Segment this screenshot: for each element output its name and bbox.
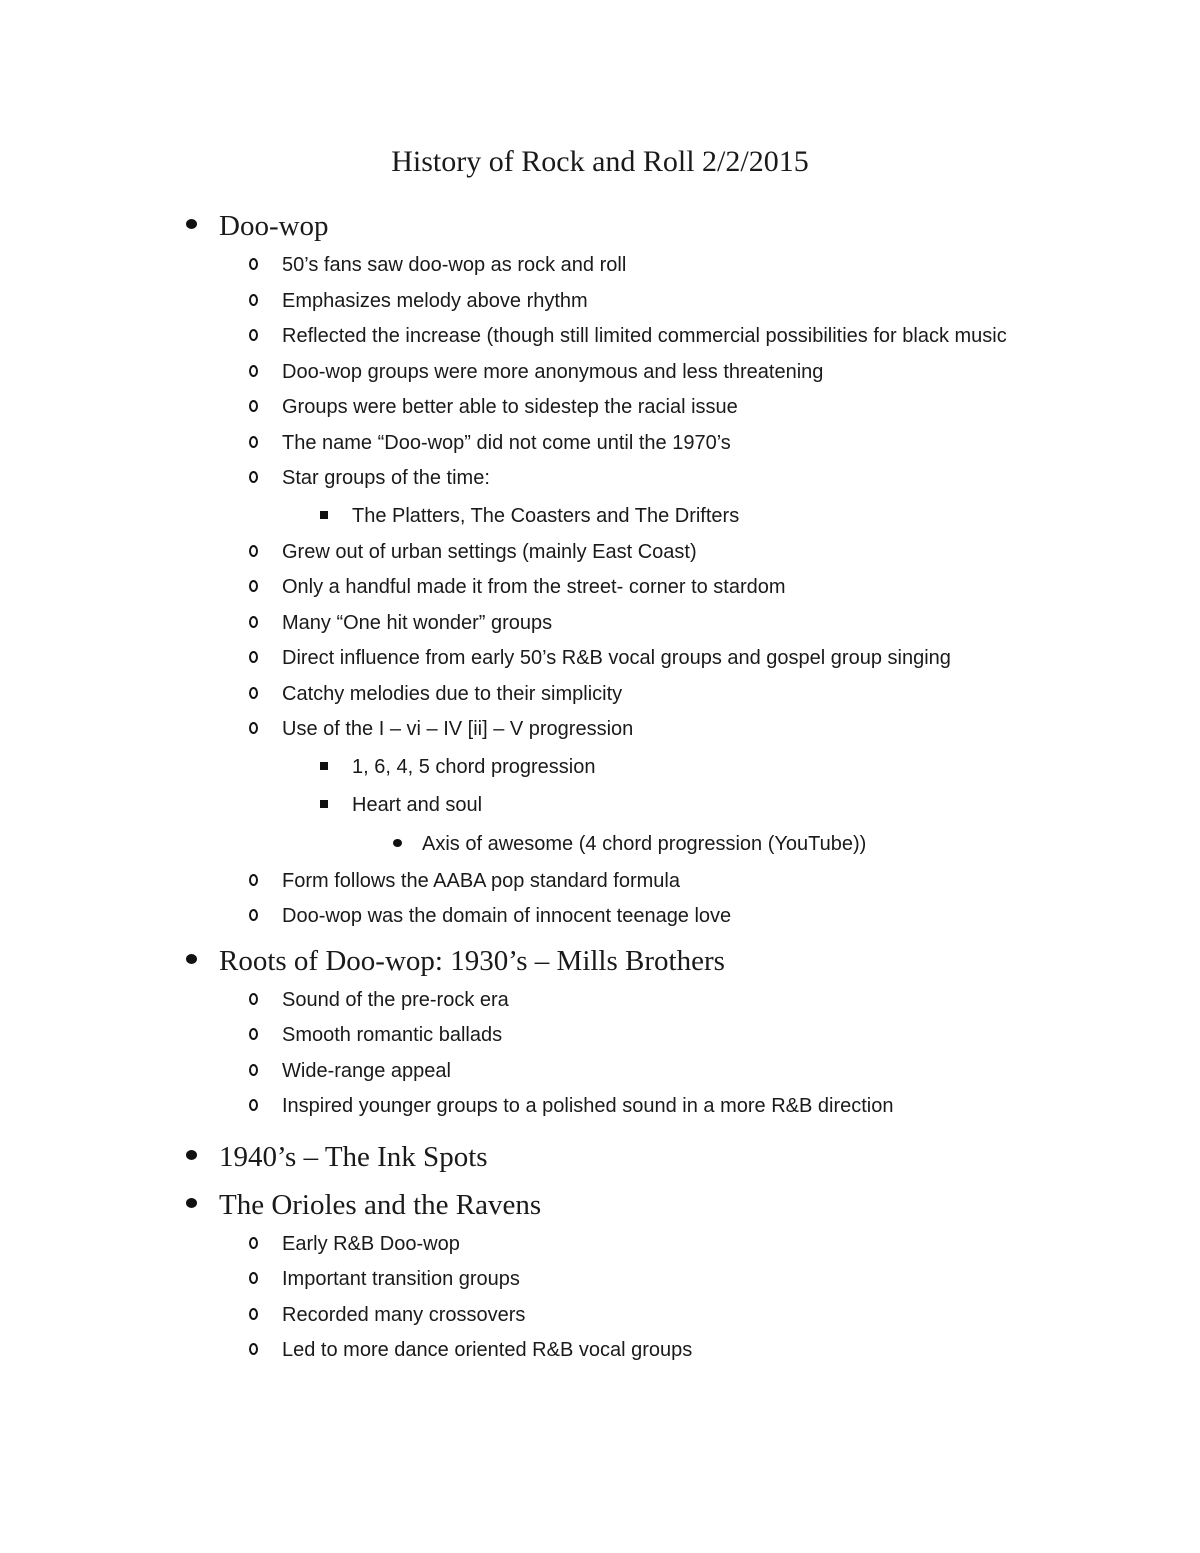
- sub-list-item-text: The Platters, The Coasters and The Drifters: [352, 504, 740, 527]
- list-item-text: 50’s fans saw doo-wop as rock and roll: [282, 254, 627, 276]
- list-item: [0, 1298, 1042, 1334]
- bullet-circle-icon: [249, 1272, 258, 1284]
- bullet-circle-icon: [249, 258, 258, 270]
- sub-list-item-text: 1, 6, 4, 5 chord progression: [352, 755, 596, 778]
- bullet-circle-icon: [249, 436, 258, 448]
- list-item-text: Emphasizes melody above rhythm: [282, 289, 588, 312]
- bullet-disc-icon: [393, 839, 402, 847]
- list-item-text: Grew out of urban settings (mainly East Coast): [282, 540, 697, 563]
- bullet-circle-icon: [249, 1237, 258, 1249]
- list-item: [0, 1262, 1042, 1298]
- section-heading-text: The Orioles and the Ravens: [219, 1188, 542, 1221]
- bullet-disc-icon: [186, 954, 197, 964]
- section-heading: [0, 1183, 1200, 1227]
- bullet-circle-icon: [249, 651, 258, 663]
- list-item-text: Smooth romantic ballads: [282, 1024, 503, 1046]
- section-heading: [0, 204, 1200, 248]
- list-item: [0, 319, 1042, 355]
- bullet-circle-icon: [249, 909, 258, 921]
- sub-list-item-text: Heart and soul: [352, 793, 483, 816]
- list-item: [0, 677, 1042, 713]
- list-item: [0, 1333, 1042, 1369]
- bullet-circle-icon: [249, 400, 258, 412]
- list-item: [0, 1089, 1042, 1125]
- bullet-circle-icon: [249, 993, 258, 1005]
- list-item-text: Important transition groups: [282, 1268, 520, 1290]
- section-heading-text: Doo-wop: [219, 210, 329, 242]
- bullet-disc-icon: [186, 219, 197, 229]
- sub-list-item: [0, 748, 1200, 786]
- bullet-circle-icon: [249, 687, 258, 699]
- bullet-square-icon: [320, 800, 328, 808]
- list-item: [0, 535, 1042, 571]
- section-heading-text: Roots of Doo-wop: 1930’s – Mills Brothers: [219, 944, 725, 977]
- list-item: [0, 284, 1042, 320]
- list-item-text: Many “One hit wonder” groups: [282, 611, 553, 634]
- bullet-circle-icon: [249, 294, 258, 306]
- list-item-text: Groups were better able to sidestep the racial issue: [282, 396, 738, 418]
- list-item-text: Reflected the increase (though still limited commercial possibilities for black music: [282, 325, 1007, 347]
- list-item: [0, 426, 1042, 462]
- bullet-circle-icon: [249, 616, 258, 628]
- list-item-text: Doo-wop was the domain of innocent teenage love: [282, 905, 732, 927]
- outline-list: [0, 200, 1200, 1369]
- bullet-square-icon: [320, 511, 328, 519]
- bullet-circle-icon: [249, 1099, 258, 1111]
- list-item: [0, 641, 1042, 677]
- list-item: [0, 864, 1042, 900]
- list-item-text: Only a handful made it from the street- corner to stardom: [282, 576, 786, 598]
- list-item-text: Led to more dance oriented R&B vocal groups: [282, 1339, 693, 1361]
- list-item-text: Sound of the pre-rock era: [282, 988, 509, 1011]
- list-item: [0, 570, 1042, 606]
- section-heading: [0, 939, 1200, 983]
- bullet-circle-icon: [249, 580, 258, 592]
- list-item-text: Form follows the AABA pop standard formula: [282, 869, 680, 892]
- bullet-circle-icon: [249, 1343, 258, 1355]
- list-item: [0, 461, 1042, 497]
- bullet-circle-icon: [249, 1064, 258, 1076]
- bullet-circle-icon: [249, 722, 258, 734]
- list-item: [0, 983, 1042, 1019]
- sub-sub-list-item-text: Axis of awesome (4 chord progression (YouTube)): [422, 832, 867, 855]
- list-item-text: Catchy melodies due to their simplicity: [282, 682, 623, 705]
- list-item: [0, 355, 1042, 391]
- list-item-text: Direct influence from early 50’s R&B vocal groups and gospel group singing: [282, 647, 951, 669]
- sub-sub-list-item: [0, 824, 1200, 864]
- list-item-text: Use of the I – vi – IV [ii] – V progression: [282, 718, 634, 740]
- bullet-circle-icon: [249, 1308, 258, 1320]
- sub-list-item: [0, 786, 1200, 824]
- bullet-square-icon: [320, 762, 328, 770]
- bullet-disc-icon: [186, 1198, 197, 1208]
- list-item: [0, 1018, 1042, 1054]
- list-item: [0, 1227, 1042, 1263]
- list-item-text: The name “Doo-wop” did not come until the 1970’s: [282, 431, 731, 454]
- bullet-disc-icon: [186, 1150, 197, 1160]
- list-item: [0, 248, 1042, 284]
- list-item: [0, 712, 1042, 748]
- list-item: [0, 899, 1042, 935]
- bullet-circle-icon: [249, 545, 258, 557]
- list-item-text: Wide-range appeal: [282, 1059, 451, 1082]
- section-heading: [0, 1135, 1200, 1179]
- list-item-text: Inspired younger groups to a polished sound in a more R&B direction: [282, 1095, 894, 1117]
- list-item-text: Star groups of the time:: [282, 467, 490, 489]
- list-item: [0, 390, 1042, 426]
- list-item-text: Early R&B Doo-wop: [282, 1232, 460, 1255]
- bullet-circle-icon: [249, 471, 258, 483]
- bullet-circle-icon: [249, 874, 258, 886]
- bullet-circle-icon: [249, 1028, 258, 1040]
- list-item: [0, 606, 1042, 642]
- document-title: History of Rock and Roll 2/2/2015: [391, 145, 809, 178]
- sub-list-item: [0, 497, 1200, 535]
- section-heading-text: 1940’s – The Ink Spots: [219, 1140, 488, 1173]
- bullet-circle-icon: [249, 365, 258, 377]
- list-item-text: Recorded many crossovers: [282, 1303, 526, 1326]
- bullet-circle-icon: [249, 329, 258, 341]
- list-item: [0, 1054, 1042, 1090]
- list-item-text: Doo-wop groups were more anonymous and less threatening: [282, 360, 824, 383]
